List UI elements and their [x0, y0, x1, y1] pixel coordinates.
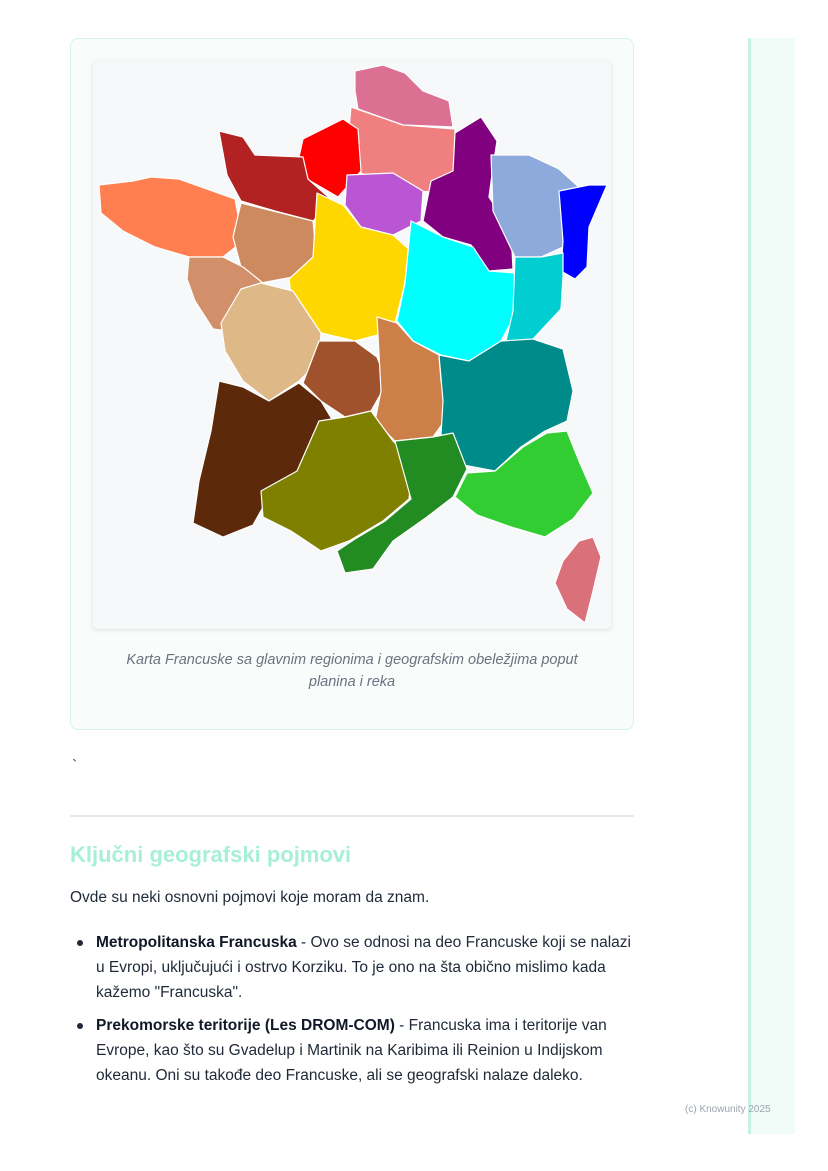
terms-list	[70, 930, 634, 1096]
region-bretagne	[99, 177, 243, 257]
section-divider	[70, 815, 634, 817]
bullet-dot	[77, 940, 83, 946]
copyright-footer: (c) Knowunity 2025	[685, 1104, 771, 1115]
list-item	[70, 930, 634, 1005]
france-map	[93, 61, 611, 629]
region-corse	[555, 537, 601, 623]
map-figure	[70, 38, 634, 730]
term-description: - Ovo se odnosi na deo Francuske koji se nalazi u Evropi, uključujući i ostrvo Korziku. To je ono na šta obično mislimo kada kažemo "Francuska".	[96, 934, 631, 1001]
section-heading: Ključni geografski pojmovi	[70, 842, 352, 867]
region-franche-comte	[505, 253, 563, 345]
side-rail	[748, 38, 795, 1134]
bullet-dot	[77, 1023, 83, 1029]
region-alsace	[559, 185, 607, 279]
section-intro: Ovde su neki osnovni pojmovi koje moram da znam.	[70, 889, 430, 906]
list-item	[70, 1013, 634, 1088]
term-label: Metropolitanska Francuska	[96, 934, 297, 951]
map-caption: Karta Francuske sa glavnim regionima i geografskim obeležjima poput planina i reka	[126, 652, 578, 690]
term-label: Prekomorske teritorije (Les DROM-COM)	[96, 1017, 395, 1034]
term-description: - Francuska ima i teritorije van Evrope, kao što su Gvadelup i Martinik na Karibima ili Reinion u Indijskom okeanu. Oni su takođe deo Francuske, ali se geografski nalaze daleko.	[96, 1017, 607, 1084]
stray-backtick: `	[72, 758, 78, 775]
